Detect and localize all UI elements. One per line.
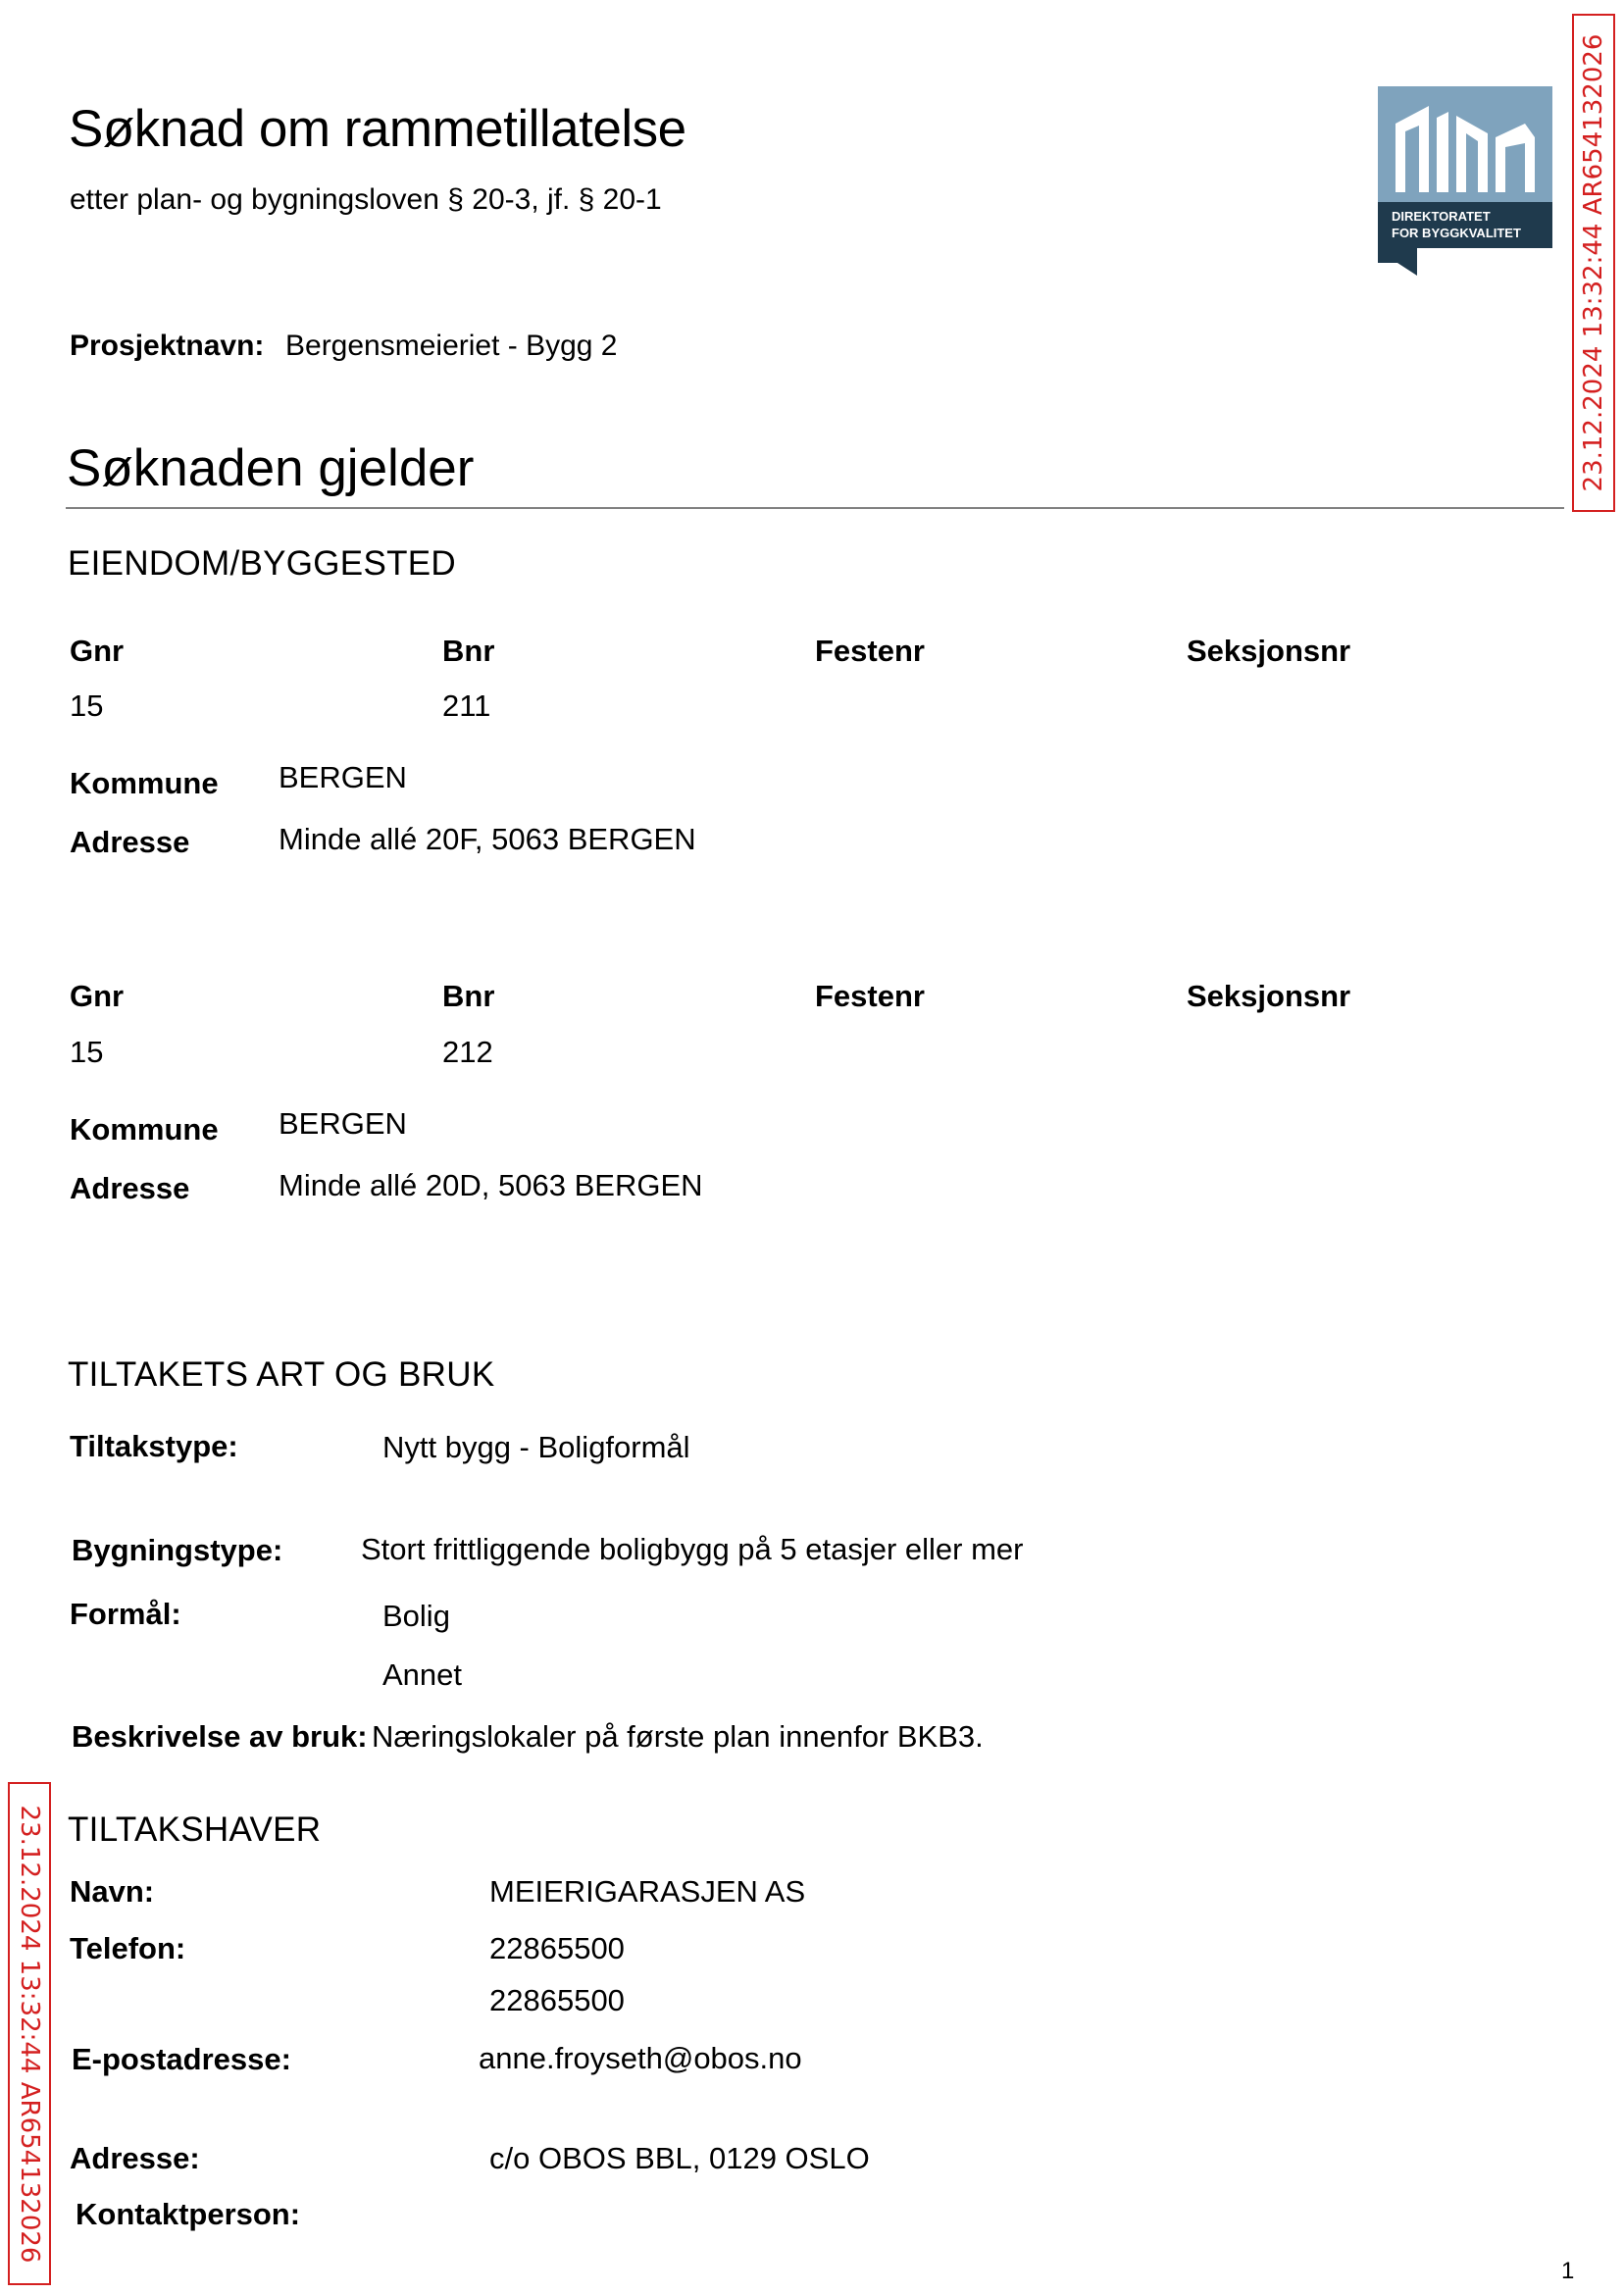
tiltakstype-value: Nytt bygg - Boligformål bbox=[382, 1430, 690, 1464]
festenr-label: Festenr bbox=[815, 634, 925, 668]
logo-text-line1: DIREKTORATET bbox=[1392, 209, 1491, 224]
beskrivelse-label: Beskrivelse av bruk: bbox=[72, 1719, 368, 1754]
document-title: Søknad om rammetillatelse bbox=[69, 100, 686, 158]
adresse-label: Adresse bbox=[70, 825, 190, 859]
kommune-value: BERGEN bbox=[279, 1106, 407, 1141]
telefon-value: 22865500 bbox=[489, 1931, 625, 1965]
gnr-value: 15 bbox=[70, 688, 104, 723]
telefon-value: 22865500 bbox=[489, 1983, 625, 2017]
property-heading: EIENDOM/BYGGESTED bbox=[68, 544, 456, 583]
section-title: Søknaden gjelder bbox=[67, 439, 475, 497]
epost-value: anne.froyseth@obos.no bbox=[479, 2041, 802, 2075]
kommune-value: BERGEN bbox=[279, 760, 407, 794]
bnr-value: 211 bbox=[442, 688, 491, 723]
project-label: Prosjektnavn: bbox=[70, 330, 265, 362]
kommune-label: Kommune bbox=[70, 766, 219, 800]
document-subtitle: etter plan- og bygningsloven § 20-3, jf. § 20-1 bbox=[70, 183, 662, 216]
adresse-value: Minde allé 20D, 5063 BERGEN bbox=[279, 1168, 703, 1202]
formal-label: Formål: bbox=[70, 1597, 181, 1631]
bygningstype-value: Stort frittliggende boligbygg på 5 etasjer eller mer bbox=[361, 1532, 1024, 1566]
navn-value: MEIERIGARASJEN AS bbox=[489, 1874, 806, 1909]
kommune-label: Kommune bbox=[70, 1112, 219, 1147]
formal-value: Bolig bbox=[382, 1599, 450, 1633]
festenr-label: Festenr bbox=[815, 979, 925, 1013]
timestamp-stamp-left bbox=[8, 1782, 51, 2285]
navn-label: Navn: bbox=[70, 1874, 155, 1909]
section-divider bbox=[66, 507, 1564, 509]
adresse-label: Adresse: bbox=[70, 2141, 200, 2175]
adresse-value: Minde allé 20F, 5063 BERGEN bbox=[279, 822, 696, 856]
beskrivelse-value: Næringslokaler på første plan innenfor BKB3. bbox=[372, 1719, 984, 1754]
gnr-value: 15 bbox=[70, 1035, 104, 1069]
adresse-label: Adresse bbox=[70, 1171, 190, 1205]
timestamp-stamp-left-text: 23.12.2024 13:32:44 AR654132026 bbox=[15, 1805, 44, 2263]
tiltakstype-label: Tiltakstype: bbox=[70, 1429, 238, 1463]
dibk-logo bbox=[1378, 86, 1552, 276]
logo-text-line2: FOR BYGGKVALITET bbox=[1392, 226, 1521, 240]
adresse-value: c/o OBOS BBL, 0129 OSLO bbox=[489, 2141, 870, 2175]
epost-label: E-postadresse: bbox=[72, 2042, 291, 2076]
gnr-label: Gnr bbox=[70, 979, 125, 1013]
gnr-label: Gnr bbox=[70, 634, 125, 668]
telefon-label: Telefon: bbox=[70, 1931, 186, 1965]
seksjonsnr-label: Seksjonsnr bbox=[1187, 634, 1351, 668]
timestamp-stamp-top-text: 23.12.2024 13:32:44 AR654132026 bbox=[1579, 33, 1608, 492]
formal-value: Annet bbox=[382, 1657, 463, 1692]
page-number: 1 bbox=[1561, 2258, 1575, 2284]
bnr-label: Bnr bbox=[442, 979, 495, 1013]
timestamp-stamp-top bbox=[1572, 14, 1615, 512]
bygningstype-label: Bygningstype: bbox=[72, 1533, 283, 1567]
kontaktperson-label: Kontaktperson: bbox=[76, 2197, 301, 2231]
bnr-value: 212 bbox=[442, 1035, 493, 1069]
project-value: Bergensmeieriet - Bygg 2 bbox=[285, 330, 618, 362]
seksjonsnr-label: Seksjonsnr bbox=[1187, 979, 1351, 1013]
bnr-label: Bnr bbox=[442, 634, 495, 668]
tiltakshaver-heading: TILTAKSHAVER bbox=[68, 1810, 322, 1849]
tiltak-heading: TILTAKETS ART OG BRUK bbox=[68, 1355, 495, 1394]
